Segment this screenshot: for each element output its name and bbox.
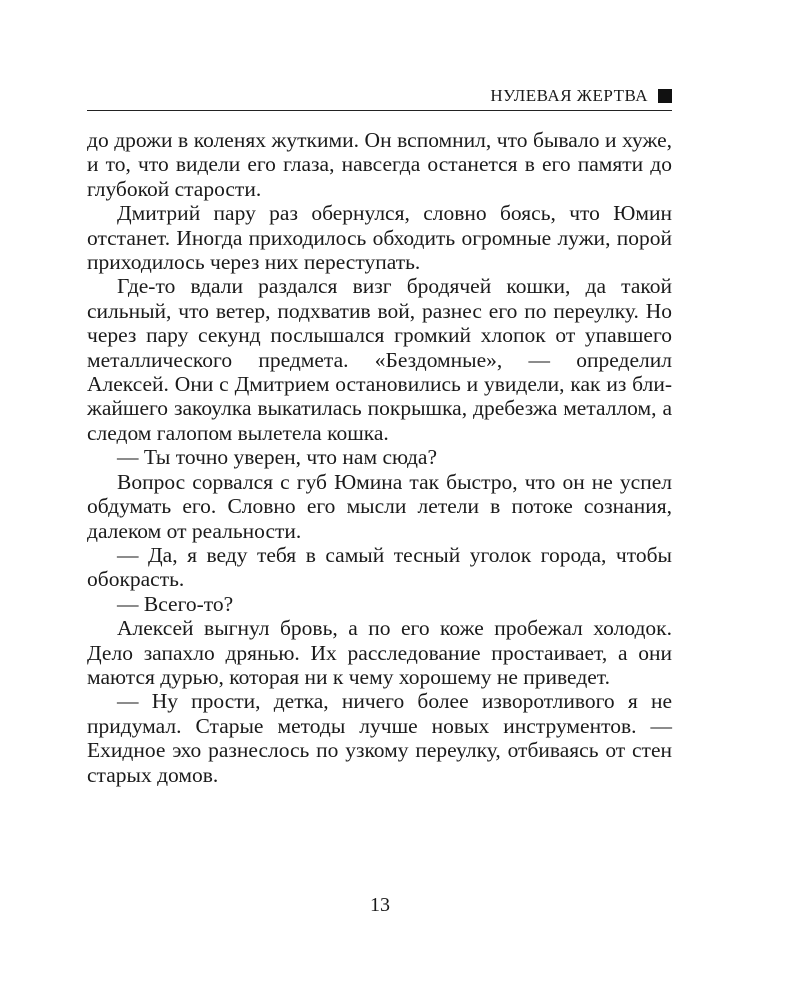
paragraph: Где-то вдали раздался визг бродячей кошки, да такой сильный, что ветер, подхватив вой, разнес его по переулку. Но через пару секунд послышался громкий хлопок от упавшего металлического предмета. «Бездомные», — определил Алексей. Они с Дмитрием остановились и увидели, как из ближайшего закоулка выкатилась покрышка, дребезжа металлом, а следом галопом вылетела кошка. bbox=[87, 274, 672, 445]
dialogue-line: — Всего-то? bbox=[117, 591, 234, 616]
square-ornament-icon bbox=[658, 89, 672, 103]
paragraph: Дмитрий пару раз обернулся, словно боясь, что Юмин отстанет. Иногда приходилось обходить огромные лужи, порой приходилось через них переступать. bbox=[87, 201, 672, 275]
page-number: 13 bbox=[370, 894, 390, 916]
paragraph: до дрожи в коленях жуткими. Он вспомнил, что бывало и хуже, и то, что видели его глаза, навсегда останется в его памяти до глубокой старости. bbox=[87, 128, 672, 201]
dialogue-line: — Ну прости, детка, ничего более изворотливого я не придумал. Старые методы лучше новых инструментов. — Ехидное эхо разнеслось по узкому переулку, отбиваясь от стен старых домов. bbox=[87, 689, 672, 787]
dialogue-line: — Да, я веду тебя в самый тесный уголок города, чтобы обокрасть. bbox=[87, 542, 672, 592]
book-title: НУЛЕВАЯ ЖЕРТВА bbox=[490, 86, 648, 105]
body-text bbox=[87, 128, 672, 787]
running-header bbox=[87, 86, 672, 111]
paragraph: Алексей выгнул бровь, а по его коже пробежал холодок. Дело запахло дрянью. Их расследование простаивает, а они маются дурью, которая ни к чему хорошему не приведет. bbox=[87, 616, 672, 689]
dialogue-line: — Ты точно уверен, что нам сюда? bbox=[117, 445, 437, 470]
paragraph: Вопрос сорвался с губ Юмина так быстро, что он не успел обдумать его. Словно его мысли летели в потоке сознания, далеком от реальности. bbox=[87, 469, 672, 543]
